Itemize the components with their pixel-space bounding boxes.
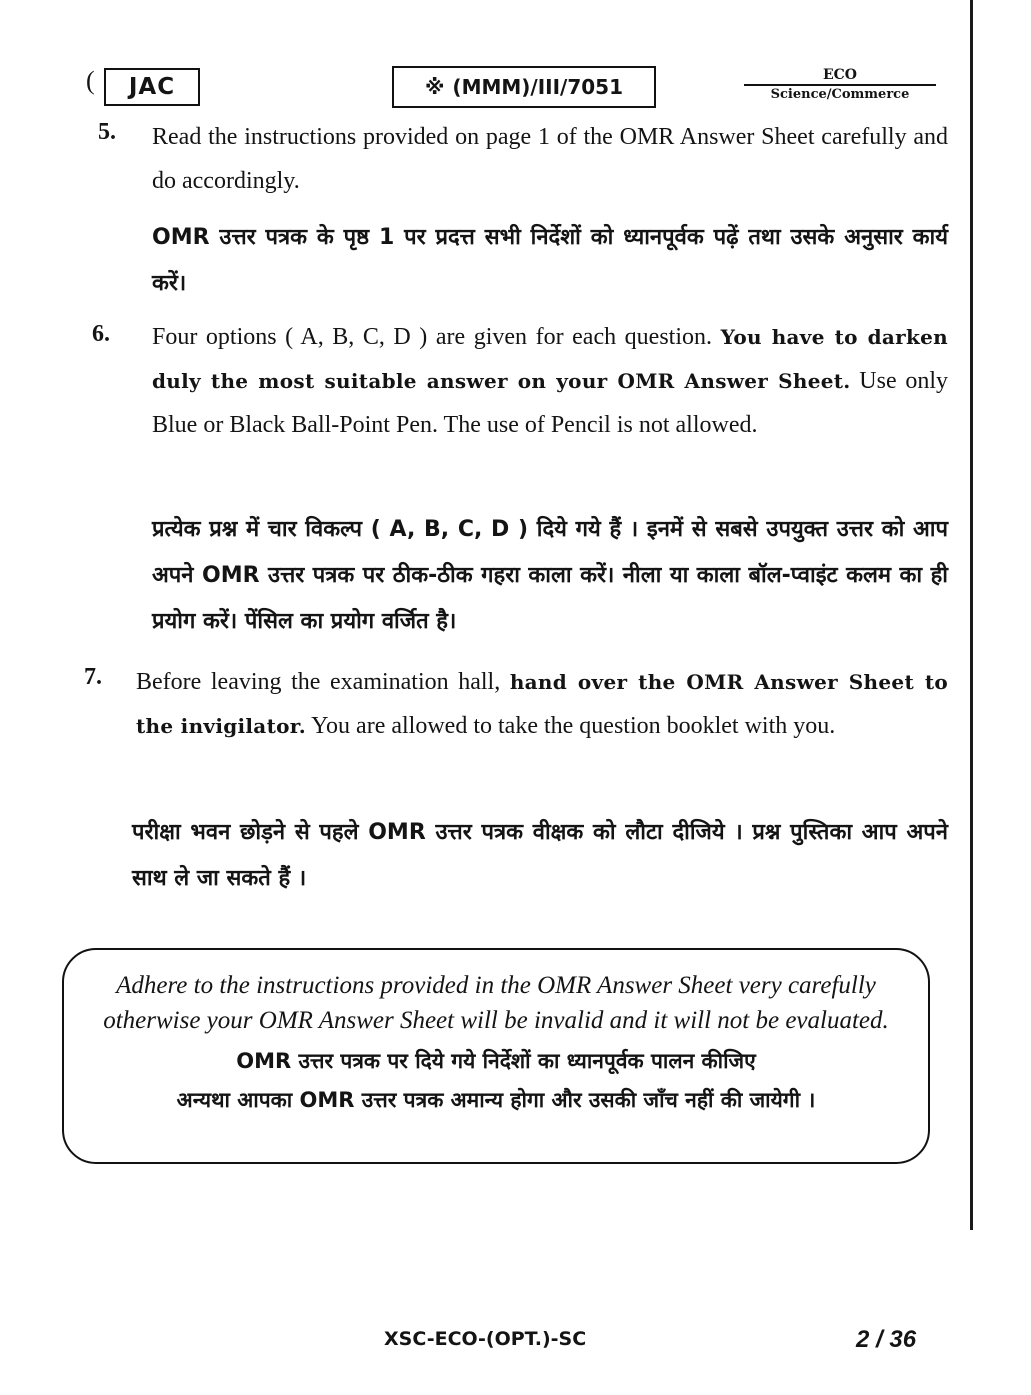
paper-code: (MMM)/III/7051 [452, 75, 624, 99]
instruction-text-continued: You are allowed to take the question booklet with you. [311, 713, 836, 739]
instruction-english [136, 660, 948, 748]
instruction-number: 7. [84, 664, 102, 690]
board-label [104, 68, 200, 106]
board-text: JAC [128, 74, 176, 100]
instruction-english [152, 115, 948, 203]
instruction-emphasis: You have to darken duly the most suitable answer on your OMR Answer Sheet. [152, 325, 948, 393]
instruction-english [152, 315, 948, 447]
subject-stream: Science/Commerce [770, 87, 910, 102]
header-bracket: ( [86, 66, 95, 95]
instruction-hindi: प्रत्येक प्रश्न में चार विकल्प ( A, B, C, D ) दिये गये हैं । इनमें से सबसे उपयुक्त उत्तर को आप अपने OMR उत्तर पत्रक पर ठीक-ठीक गहरा काला करें। नीला या काला बॉल-प्वाइंट कलम का ही प्रयोग करें। पेंसिल का प्रयोग वर्जित है। [152, 517, 948, 634]
subject-code: ECO [822, 67, 857, 83]
notice-english: Adhere to the instructions provided in the OMR Answer Sheet very carefully otherwise your OMR Answer Sheet will be invalid and it will not be evaluated. [103, 972, 889, 1034]
instruction-number: 6. [92, 321, 110, 347]
instruction-text-continued: Use only Blue or Black Ball-Point Pen. The use of Pencil is not allowed. [152, 368, 948, 438]
instruction-text: Read the instructions provided on page 1 of the OMR Answer Sheet carefully and do accordingly. [152, 124, 948, 194]
instruction-emphasis: hand over the OMR Answer Sheet to the invigilator. [136, 670, 949, 738]
notice-hindi-line-1: OMR उत्तर पत्रक पर दिये गये निर्देशों का ध्यानपूर्वक पालन कीजिए [236, 1049, 756, 1073]
code-mark-icon: ※ [424, 75, 445, 99]
subject-block [740, 66, 940, 104]
instruction-hindi: परीक्षा भवन छोड़ने से पहले OMR उत्तर पत्रक वीक्षक को लौटा दीजिये । प्रश्न पुस्तिका आप अपने साथ ले जा सकते हैं । [132, 820, 948, 891]
instruction-text: Four options ( A, B, C, D ) are given for each question. [152, 324, 712, 350]
paper-code-box [392, 66, 656, 108]
page-number: 2 / 36 [856, 1326, 917, 1353]
instruction-text: Before leaving the examination hall, [136, 669, 501, 695]
footer-paper-code: XSC-ECO-(OPT.)-SC [384, 1328, 587, 1350]
page-edge-rule [970, 0, 973, 1230]
instruction-hindi: OMR उत्तर पत्रक के पृष्ठ 1 पर प्रदत्त सभी निर्देशों को ध्यानपूर्वक पढ़ें तथा उसके अनुसार कार्य करें। [152, 225, 948, 296]
important-notice-box [62, 948, 930, 1164]
instruction-number: 5. [98, 119, 116, 145]
notice-hindi-line-2: अन्यथा आपका OMR उत्तर पत्रक अमान्य होगा और उसकी जाँच नहीं की जायेगी । [176, 1088, 816, 1112]
